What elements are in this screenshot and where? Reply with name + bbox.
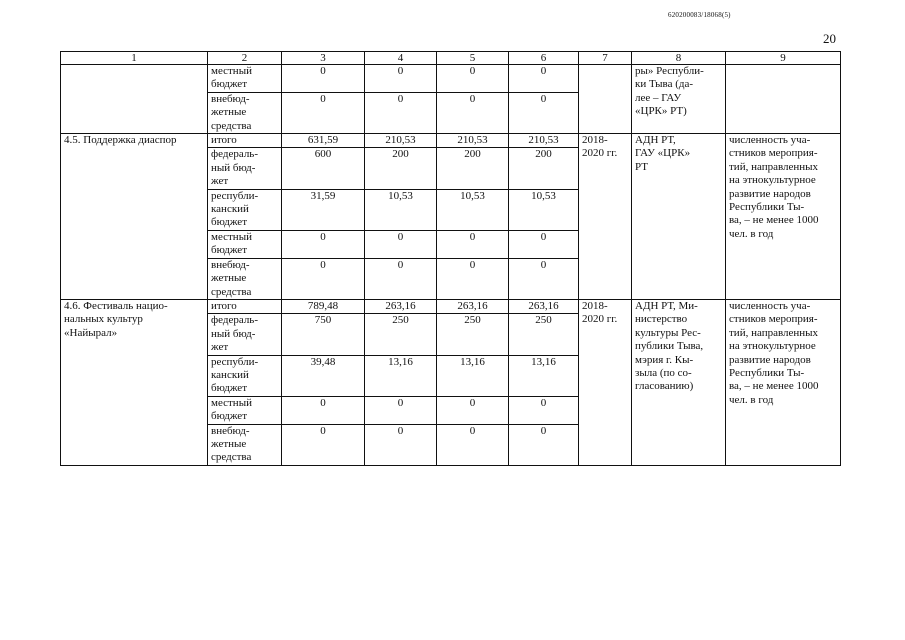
amount-2020: 263,16 [509,299,579,313]
amount-total: 0 [282,396,365,424]
funding-source: республи- канский бюджет [208,355,282,396]
amount-2018: 210,53 [365,134,437,148]
amount-2020: 250 [509,314,579,355]
amount-2019: 210,53 [437,134,509,148]
amount-2018: 0 [365,230,437,258]
amount-2019: 0 [437,396,509,424]
table-row [61,65,841,93]
amount-total: 0 [282,92,365,133]
indicator-cell [726,65,841,134]
funding-source: федераль- ный бюд- жет [208,148,282,189]
amount-2018: 0 [365,396,437,424]
measure-name-cell [61,65,208,134]
table-row [61,134,841,148]
amount-2020: 0 [509,65,579,93]
amount-total: 39,48 [282,355,365,396]
amount-2020: 10,53 [509,189,579,230]
amount-2018: 10,53 [365,189,437,230]
amount-2019: 250 [437,314,509,355]
measure-name-cell: 4.6. Фестиваль нацио- нальных культур «Найырал» [61,299,208,465]
budget-table [60,51,841,466]
column-number: 8 [632,52,726,65]
amount-2018: 0 [365,65,437,93]
column-number: 1 [61,52,208,65]
amount-2020: 210,53 [509,134,579,148]
amount-2019: 0 [437,424,509,465]
amount-2020: 0 [509,92,579,133]
funding-source: республи- канский бюджет [208,189,282,230]
amount-2020: 200 [509,148,579,189]
amount-2020: 13,16 [509,355,579,396]
amount-2019: 200 [437,148,509,189]
page-number: 20 [823,31,836,46]
amount-total: 600 [282,148,365,189]
amount-total: 0 [282,424,365,465]
funding-source: итого [208,299,282,313]
amount-2019: 10,53 [437,189,509,230]
funding-source: внебюд- жетные средства [208,424,282,465]
amount-total: 0 [282,258,365,299]
amount-2019: 0 [437,92,509,133]
executor-cell: АДН РТ, ГАУ «ЦРК» РТ [632,134,726,300]
amount-2018: 0 [365,92,437,133]
measure-name-cell: 4.5. Поддержка диаспор [61,134,208,300]
executor-cell: ры» Республи- ки Тыва (да- лее – ГАУ «ЦРК» РТ) [632,65,726,134]
column-number: 4 [365,52,437,65]
amount-total: 31,59 [282,189,365,230]
amount-total: 631,59 [282,134,365,148]
funding-source: местный бюджет [208,65,282,93]
column-number: 6 [509,52,579,65]
period-cell: 2018- 2020 гг. [579,134,632,300]
funding-source: внебюд- жетные средства [208,92,282,133]
table-row [61,299,841,313]
column-number: 2 [208,52,282,65]
funding-source: федераль- ный бюд- жет [208,314,282,355]
amount-2018: 0 [365,258,437,299]
amount-2019: 0 [437,65,509,93]
period-cell [579,65,632,134]
column-number-row [61,52,841,65]
amount-total: 750 [282,314,365,355]
amount-2019: 0 [437,258,509,299]
column-number: 9 [726,52,841,65]
document-id: 620200083/18068(5) [668,11,731,19]
period-cell: 2018- 2020 гг. [579,299,632,465]
amount-2018: 0 [365,424,437,465]
amount-2020: 0 [509,424,579,465]
indicator-cell: численность уча- стников мероприя- тий, направленных на этнокультурное развитие народов Республики Ты- ва, – не менее 1000 чел. в год [726,134,841,300]
amount-2018: 200 [365,148,437,189]
amount-total: 789,48 [282,299,365,313]
amount-2018: 13,16 [365,355,437,396]
amount-2019: 0 [437,230,509,258]
funding-source: внебюд- жетные средства [208,258,282,299]
amount-2020: 0 [509,230,579,258]
amount-2018: 250 [365,314,437,355]
amount-2019: 13,16 [437,355,509,396]
amount-total: 0 [282,230,365,258]
column-number: 3 [282,52,365,65]
amount-2020: 0 [509,258,579,299]
funding-source: местный бюджет [208,396,282,424]
indicator-cell: численность уча- стников мероприя- тий, направленных на этнокультурное развитие народов Республики Ты- ва, – не менее 1000 чел. в год [726,299,841,465]
funding-source: итого [208,134,282,148]
amount-2020: 0 [509,396,579,424]
funding-source: местный бюджет [208,230,282,258]
amount-2018: 263,16 [365,299,437,313]
column-number: 5 [437,52,509,65]
column-number: 7 [579,52,632,65]
amount-total: 0 [282,65,365,93]
amount-2019: 263,16 [437,299,509,313]
executor-cell: АДН РТ, Ми- нистерство культуры Рес- публики Тыва, мэрия г. Кы- зыла (по со- гласованию) [632,299,726,465]
